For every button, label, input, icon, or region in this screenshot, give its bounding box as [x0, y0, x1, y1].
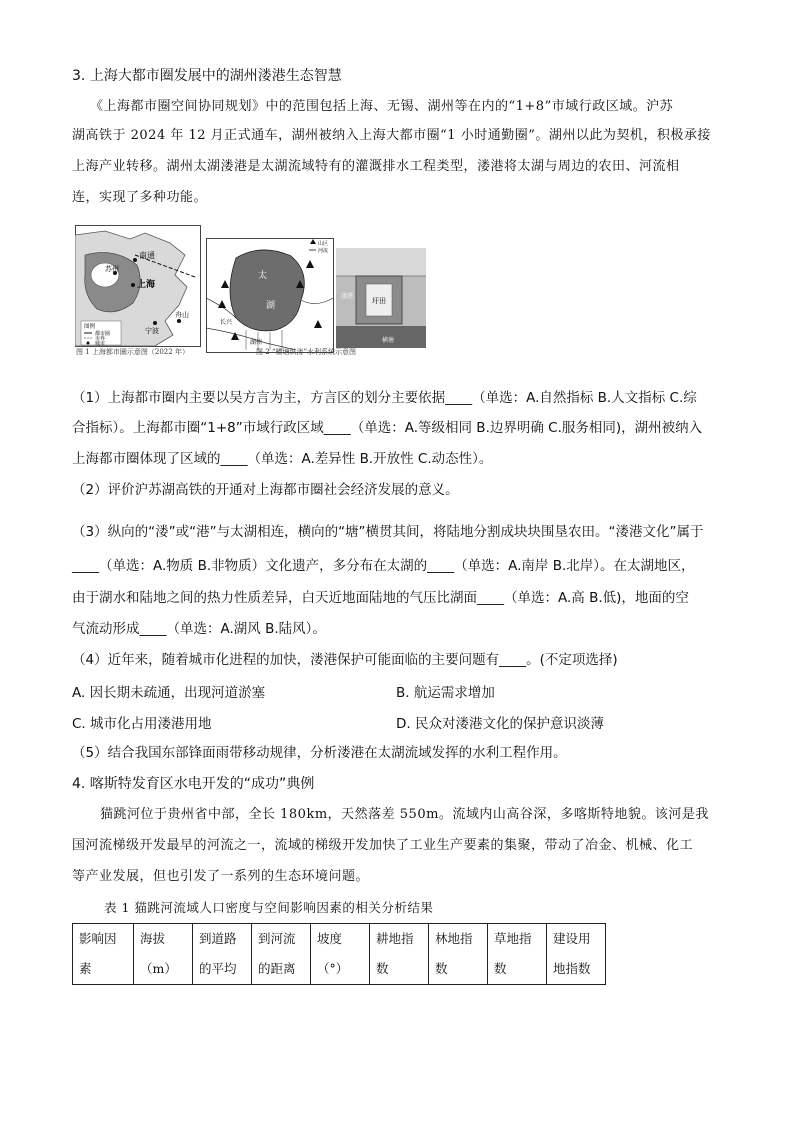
map-label: 长兴	[220, 319, 233, 326]
table-header-cell: 影响因 素	[73, 924, 134, 985]
q4-heading: 4. 喀斯特发育区水电开发的“成功”典例	[72, 776, 315, 792]
legend-item: 市界	[95, 336, 106, 342]
figure-1-caption: 图 1 上海都市圈示意图（2022 年）	[76, 348, 189, 356]
q3-heading: 3. 上海大都市圈发展中的湖州溇港生态智慧	[72, 68, 342, 84]
taihu-water-system-map	[206, 238, 334, 353]
table-header-cell: 到河流 的距离	[252, 924, 311, 985]
q3-para-line: 上海产业转移。湖州太湖溇港是太湖流域特有的灌溉排水工程类型，溇港将太湖与周边的农田、河流相	[72, 159, 680, 174]
map-label: 南通	[139, 251, 155, 260]
table-header-cell: 坡度 （°）	[311, 924, 370, 985]
legend-item: 都市圈	[95, 331, 111, 337]
correlation-table	[72, 923, 606, 985]
q4-para-line: 猫跳河位于贵州省中部，全长 180km，天然落差 550m。流域内山高谷深，多喀斯特地貌。该河是我	[100, 807, 709, 822]
map-label: 苏州	[105, 265, 119, 273]
map-label: 舟山	[175, 311, 189, 319]
legend-item: 山区	[318, 241, 329, 247]
sub2-line: （2）评价沪苏湖高铁的开通对上海都市圈社会经济发展的意义。	[72, 482, 459, 498]
table-header-cell: 海拔 （m）	[134, 924, 193, 985]
table-caption: 表 1 猫跳河流域人口密度与空间影响因素的相关分析结果	[104, 900, 434, 915]
figure-2-diagram	[206, 238, 426, 358]
sub4-line: （4）近年来，随着城市化进程的加快，溇港保护可能面临的主要问题有____。(不定项选择)	[72, 652, 618, 668]
sub1-line: 上海都市圈体现了区域的____（单选：A.差异性 B.开放性 C.动态性）。	[72, 451, 493, 467]
sub3-line: 气流动形成____（单选：A.湖风 B.陆风）。	[72, 621, 326, 637]
map-label: 上海	[137, 280, 156, 290]
legend-title: 图例	[84, 324, 96, 330]
option-a: A. 因长期未疏通，出现河道淤塞	[72, 685, 266, 701]
option-c: C. 城市化占用溇港用地	[72, 716, 212, 732]
table-header-cell: 草地指 数	[488, 924, 547, 985]
q3-para-line: 连，实现了多种功能。	[72, 190, 208, 205]
lake-label: 湖	[266, 301, 276, 311]
legend-item: 城市	[95, 341, 106, 347]
lake-label: 太	[258, 271, 268, 281]
table-header-cell: 建设用 地指数	[547, 924, 606, 985]
figure-2-caption: 图 2 “横塘纵溇”水利系统示意图	[256, 348, 357, 356]
q4-para-line: 国河流梯级开发最早的河流之一，流域的梯级开发加快了工业生产要素的集聚，带动了冶金、机械、化工	[72, 838, 694, 853]
table-header-row	[73, 924, 606, 985]
table-header-cell: 到道路 的平均	[193, 924, 252, 985]
q3-para-line: 湖高铁于 2024 年 12 月正式通车，湖州被纳入上海大都市圈“1 小时通勤圈”。湖州以此为契机，积极承接	[72, 128, 711, 143]
q4-para-line: 等产业发展，但也引发了一系列的生态环境问题。	[72, 869, 370, 884]
photo-label: 溇港	[341, 293, 354, 300]
sub1-line: 合指标）。上海都市圈“1+8”市域行政区域____（单选：A.等级相同 B.边界明确 C.服务相同)，湖州被纳入	[72, 420, 703, 436]
photo-label: 横塘	[382, 337, 395, 344]
sub5-line: （5）结合我国东部锋面雨带移动规律，分析溇港在太湖流域发挥的水利工程作用。	[72, 745, 567, 761]
legend-item: 河流	[318, 248, 329, 254]
sub3-line: 由于湖水和陆地之间的热力性质差异，白天近地面陆地的气压比湖面____（单选：A.高 B.低)，地面的空	[72, 590, 689, 606]
figure-1-map	[75, 225, 201, 357]
map-label: 宁波	[145, 327, 159, 335]
option-d: D. 民众对溇港文化的保护意识淡薄	[396, 716, 604, 732]
sub3-line: ____（单选：A.物质 B.非物质）文化遗产，多分布在太湖的____（单选：A.南岸 B.北岸）。在太湖地区，	[72, 558, 695, 574]
table-header-cell: 耕地指 数	[370, 924, 429, 985]
table-header-cell: 林地指 数	[429, 924, 488, 985]
q3-para-line: 《上海都市圈空间协同规划》中的范围包括上海、无锡、湖州等在内的“1+8”市域行政区域。沪苏	[90, 99, 674, 114]
map-label: 湖州	[250, 339, 263, 346]
shanghai-metro-map	[75, 225, 201, 347]
option-b: B. 航运需求增加	[396, 685, 495, 701]
levee-photo	[336, 248, 426, 348]
photo-label: 圩田	[372, 297, 386, 305]
sub3-line: （3）纵向的“溇”或“港”与太湖相连，横向的“塘”横贯其间，将陆地分割成块块围垦农田。“溇港文化”属于	[72, 524, 704, 540]
sub1-line: （1）上海都市圈内主要以吴方言为主，方言区的划分主要依据____（单选：A.自然指标 B.人文指标 C.综	[72, 390, 697, 406]
